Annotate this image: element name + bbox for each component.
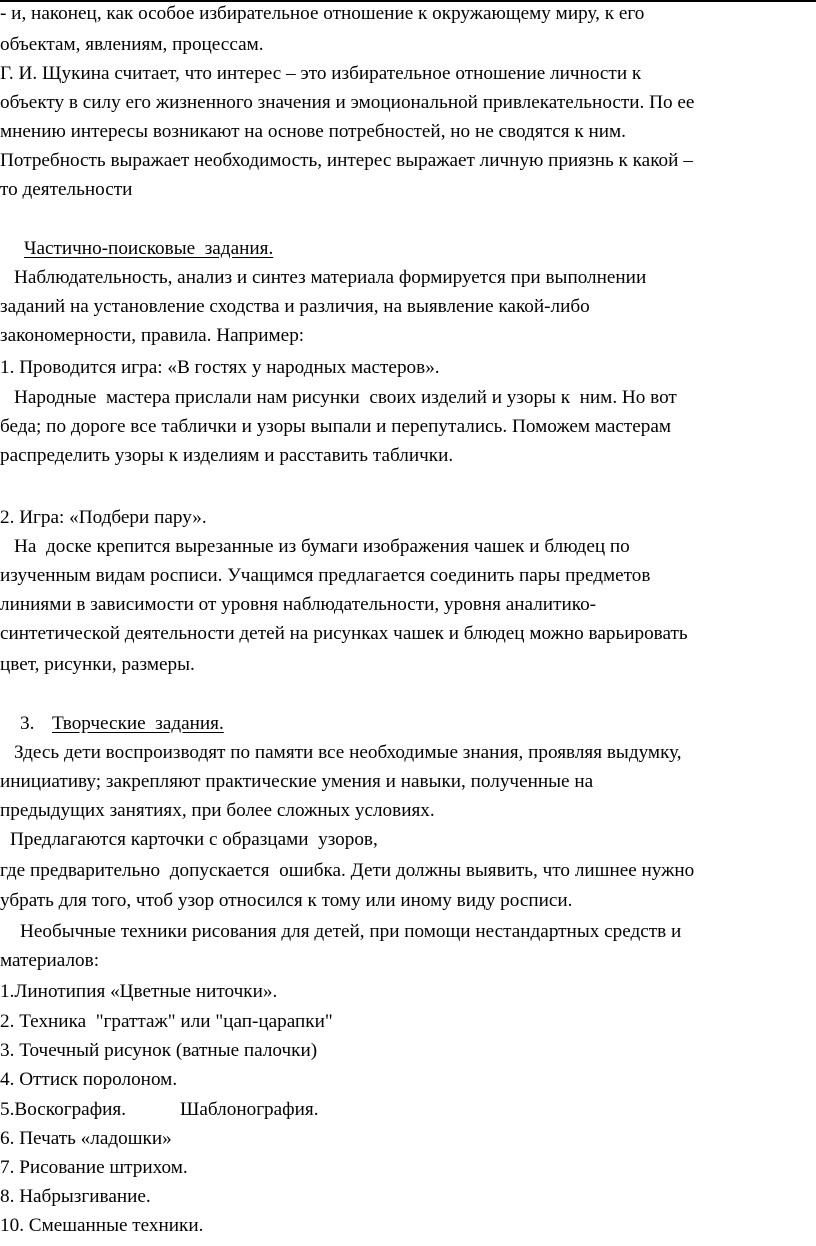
text-line: Здесь дети воспроизводят по памяти все необходимые знания, проявляя выдумку, bbox=[14, 742, 682, 763]
list-item: Шаблонография. bbox=[180, 1099, 319, 1120]
text-line: объектам, явлениям, процессам. bbox=[0, 34, 264, 55]
text-line: где предварительно допускается ошибка. Дети должны выявить, что лишнее нужно bbox=[0, 860, 695, 881]
text-line: убрать для того, чтоб узор относился к тому или иному виду росписи. bbox=[0, 890, 573, 911]
text-line: Наблюдательность, анализ и синтез материала формируется при выполнении bbox=[14, 267, 647, 288]
text-line: Потребность выражает необходимость, интерес выражает личную приязнь к какой – bbox=[0, 150, 693, 171]
list-item: 3. Точечный рисунок (ватные палочки) bbox=[0, 1040, 318, 1061]
list-item: 2. Техника "граттаж" или "цап-царапки" bbox=[0, 1011, 333, 1032]
text-line: изученным видам росписи. Учащимся предлагается соединить пары предметов bbox=[0, 565, 651, 586]
text-line: объекту в силу его жизненного значения и эмоциональной привлекательности. По ее bbox=[0, 92, 695, 113]
text-line: беда; по дороге все таблички и узоры выпали и перепутались. Поможем мастерам bbox=[0, 416, 671, 437]
text-line: материалов: bbox=[0, 950, 100, 971]
text-line: цвет, рисунки, размеры. bbox=[0, 654, 195, 675]
text-line: Народные мастера прислали нам рисунки своих изделий и узоры к ним. Но вот bbox=[14, 387, 677, 408]
text-line: синтетической деятельности детей на рисунках чашек и блюдец можно варьировать bbox=[0, 623, 688, 644]
text-line: инициативу; закрепляют практические умения и навыки, полученные на bbox=[0, 771, 594, 792]
text-line: Необычные техники рисования для детей, при помощи нестандартных средств и bbox=[20, 921, 682, 942]
text-line: закономерности, правила. Например: bbox=[0, 325, 305, 346]
text-line: На доске крепится вырезанные из бумаги изображения чашек и блюдец по bbox=[14, 536, 630, 557]
list-item: 8. Набрызгивание. bbox=[0, 1186, 151, 1207]
list-item: 7. Рисование штрихом. bbox=[0, 1157, 188, 1178]
section-heading-creative: Творческие задания. bbox=[52, 713, 224, 734]
text-line: распределить узоры к изделиям и расставить таблички. bbox=[0, 445, 454, 466]
text-line: 2. Игра: «Подбери пару». bbox=[0, 507, 207, 528]
list-item: 10. Смешанные техники. bbox=[0, 1215, 204, 1236]
text-line: Г. И. Щукина считает, что интерес – это избирательное отношение личности к bbox=[0, 63, 642, 84]
section-number: 3. bbox=[20, 713, 40, 734]
text-line: линиями в зависимости от уровня наблюдательности, уровня аналитико- bbox=[0, 594, 597, 615]
text-line: то деятельности bbox=[0, 179, 133, 200]
list-item: 1.Линотипия «Цветные ниточки». bbox=[0, 981, 278, 1002]
text-line: предыдущих занятиях, при более сложных условиях. bbox=[0, 800, 435, 821]
text-line: - и, наконец, как особое избирательное отношение к окружающему миру, к его bbox=[0, 3, 645, 24]
text-line: 1. Проводится игра: «В гостях у народных мастеров». bbox=[0, 357, 440, 378]
list-item: 4. Оттиск поролоном. bbox=[0, 1069, 178, 1090]
list-item: 5.Воскография. bbox=[0, 1099, 127, 1120]
section-heading-partial-search: Частично-поисковые задания. bbox=[24, 238, 274, 259]
list-item: 6. Печать «ладошки» bbox=[0, 1128, 172, 1149]
text-line: заданий на установление сходства и различия, на выявление какой-либо bbox=[0, 296, 590, 317]
text-line: Предлагаются карточки с образцами узоров, bbox=[10, 829, 378, 850]
text-line: мнению интересы возникают на основе потребностей, но не сводятся к ним. bbox=[0, 121, 626, 142]
